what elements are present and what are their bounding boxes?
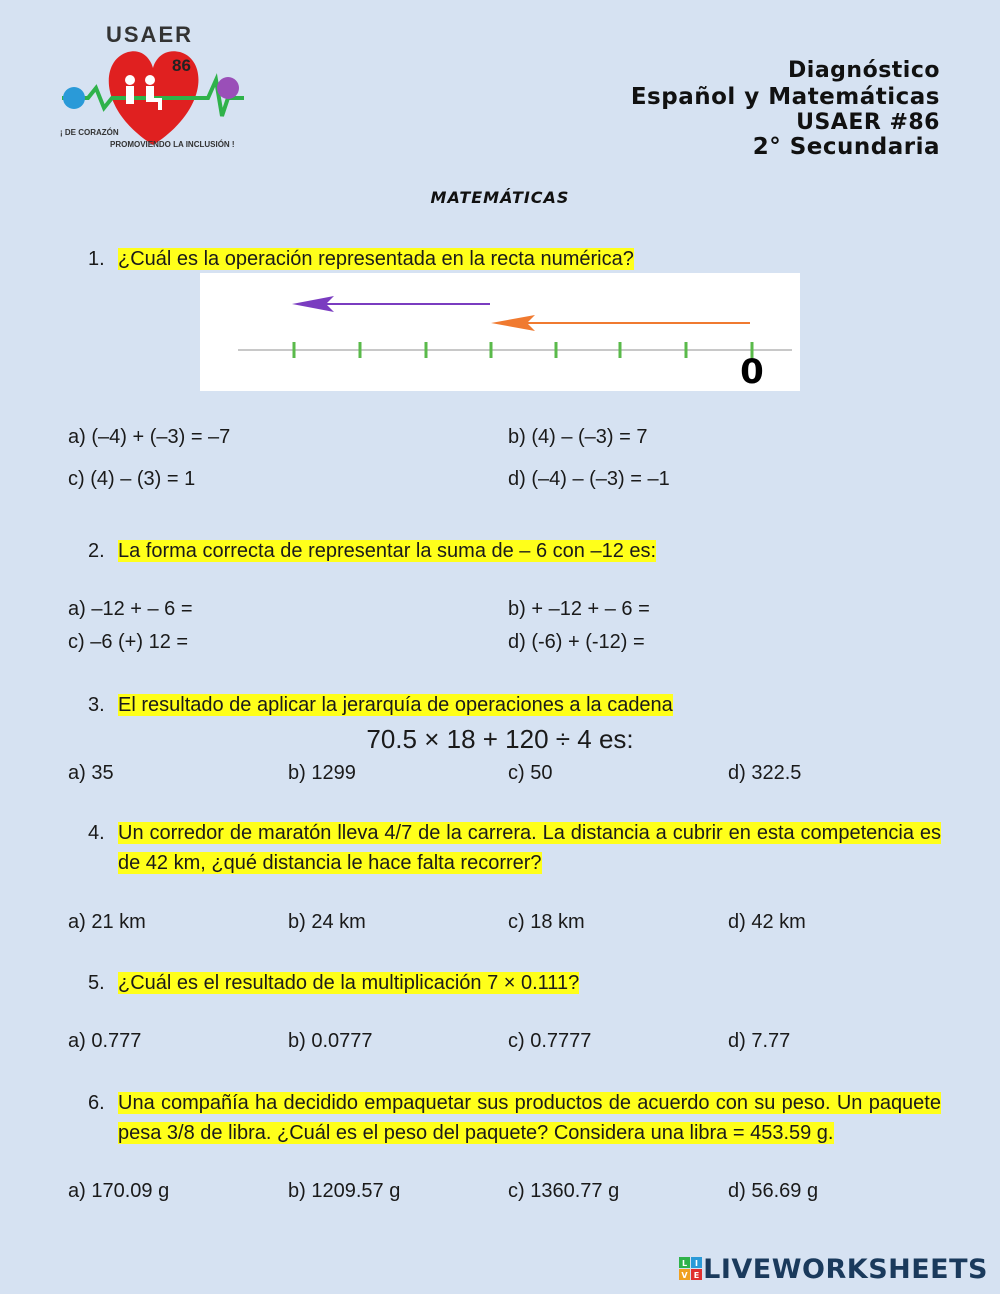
q3-option-a[interactable]: a) 35 — [68, 762, 114, 784]
usaer-logo — [58, 20, 248, 165]
orange-arrow — [491, 315, 750, 331]
q2-option-a[interactable]: a) –12 + – 6 = — [68, 598, 193, 620]
section-title: MATEMÁTICAS — [430, 188, 570, 207]
q5-option-b[interactable]: b) 0.0777 — [288, 1030, 373, 1052]
q4-option-d[interactable]: d) 42 km — [728, 911, 806, 933]
logo-tagline-1: ¡ DE CORAZÓN — [60, 128, 119, 137]
q4-option-b[interactable]: b) 24 km — [288, 911, 366, 933]
header-org: USAER #86 — [796, 110, 940, 135]
q2-option-d[interactable]: d) (-6) + (-12) = — [508, 631, 645, 653]
q6-option-b[interactable]: b) 1209.57 g — [288, 1180, 401, 1202]
question-number: 4. — [88, 822, 105, 844]
liveworksheets-badge-icon — [679, 1257, 703, 1281]
q4-option-a[interactable]: a) 21 km — [68, 911, 146, 933]
question-1 — [88, 244, 941, 274]
watermark-text: LIVEWORKSHEETS — [703, 1253, 988, 1285]
number-line-figure — [200, 273, 800, 391]
logo-title: USAER — [106, 22, 194, 47]
q1-option-d[interactable]: d) (–4) – (–3) = –1 — [508, 468, 670, 490]
svg-text:E: E — [693, 1271, 700, 1280]
q4-option-c[interactable]: c) 18 km — [508, 911, 585, 933]
q3-option-c[interactable]: c) 50 — [508, 762, 553, 784]
q1-option-b[interactable]: b) (4) – (–3) = 7 — [508, 426, 648, 448]
logo-tagline-2: PROMOVIENDO LA INCLUSIÓN ! — [110, 140, 235, 149]
q3-option-b[interactable]: b) 1299 — [288, 762, 356, 784]
q6-option-c[interactable]: c) 1360.77 g — [508, 1180, 620, 1202]
logo-number: 86 — [172, 56, 191, 75]
question-text: Una compañía ha decidido empaquetar sus productos de acuerdo con su peso. Un paquete pesa 3/8 de libra. ¿Cuál es el peso del paquete? Considera una libra = 453.59 g. — [118, 1092, 941, 1144]
q2-option-b[interactable]: b) + –12 + – 6 = — [508, 598, 650, 620]
q1-option-a[interactable]: a) (–4) + (–3) = –7 — [68, 426, 231, 448]
question-text: El resultado de aplicar la jerarquía de operaciones a la cadena — [118, 694, 673, 716]
svg-text:V: V — [681, 1271, 688, 1280]
question-number: 1. — [88, 248, 105, 270]
svg-text:L: L — [682, 1259, 688, 1268]
svg-text:I: I — [695, 1259, 699, 1268]
q6-option-d[interactable]: d) 56.69 g — [728, 1180, 819, 1202]
q3-formula: 70.5 × 18 + 120 ÷ 4 es: — [366, 724, 634, 754]
question-2 — [88, 536, 941, 566]
q5-option-d[interactable]: d) 7.77 — [728, 1030, 791, 1052]
header-subject: Español y Matemáticas — [630, 84, 940, 110]
zero-label: 0 — [740, 352, 764, 391]
question-number: 3. — [88, 694, 105, 716]
question-number: 2. — [88, 540, 105, 562]
q2-option-c[interactable]: c) –6 (+) 12 = — [68, 631, 189, 653]
purple-arrow — [292, 296, 490, 312]
q5-option-a[interactable]: a) 0.777 — [68, 1030, 142, 1052]
header-title: Diagnóstico — [788, 58, 940, 83]
question-text: ¿Cuál es el resultado de la multiplicación 7 × 0.111? — [118, 972, 580, 994]
question-number: 5. — [88, 972, 105, 994]
q3-option-d[interactable]: d) 322.5 — [728, 762, 802, 784]
q6-option-a[interactable]: a) 170.09 g — [68, 1180, 170, 1202]
question-number: 6. — [88, 1092, 105, 1114]
question-4 — [88, 818, 941, 878]
question-text: Un corredor de maratón lleva 4/7 de la carrera. La distancia a cubrir en esta competencia es de 42 km, ¿qué distancia le hace falta recorrer? — [118, 822, 941, 874]
question-text: La forma correcta de representar la suma de – 6 con –12 es: — [118, 540, 657, 562]
question-3 — [88, 690, 941, 720]
q5-option-c[interactable]: c) 0.7777 — [508, 1030, 592, 1052]
q1-option-c[interactable]: c) (4) – (3) = 1 — [68, 468, 196, 490]
liveworksheets-watermark[interactable] — [679, 1254, 988, 1284]
header-grade: 2° Secundaria — [752, 134, 940, 160]
question-6 — [88, 1088, 941, 1148]
question-text: ¿Cuál es la operación representada en la recta numérica? — [118, 248, 634, 270]
question-5 — [88, 968, 941, 998]
